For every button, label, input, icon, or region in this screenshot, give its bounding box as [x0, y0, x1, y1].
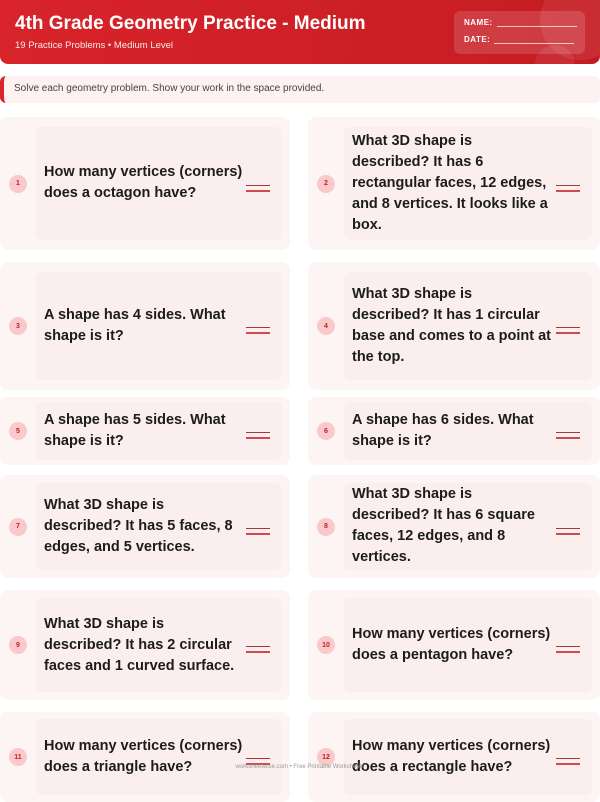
answer-blank[interactable]: [246, 327, 270, 334]
worksheet-header: [0, 0, 600, 64]
question-box: [344, 272, 592, 381]
name-label: NAME:: [464, 18, 493, 27]
question-text: How many vertices (corners) does a octagon have?: [44, 164, 243, 202]
answer-blank[interactable]: [246, 646, 270, 653]
problem-card: [0, 712, 290, 802]
question-box: [344, 127, 592, 240]
question-text: What 3D shape is described? It has 5 faces, 8 edges, and 5 vertices.: [44, 496, 233, 555]
instructions: Solve each geometry problem. Show your work in the space provided.: [0, 76, 600, 103]
answer-blank[interactable]: [246, 432, 270, 439]
problem-number: 6: [317, 422, 335, 440]
answer-blank[interactable]: [246, 185, 270, 192]
problem-card: [308, 475, 600, 578]
question-text: A shape has 5 sides. What shape is it?: [44, 411, 226, 449]
problem-number: 5: [9, 422, 27, 440]
problem-number: 11: [9, 748, 27, 766]
question-box: [36, 402, 282, 460]
problem-card: [0, 262, 290, 390]
name-field[interactable]: [497, 19, 577, 27]
date-label: DATE:: [464, 35, 491, 44]
problem-card: [0, 475, 290, 578]
problem-card: [308, 712, 600, 802]
question-text: What 3D shape is described? It has 2 circular faces and 1 curved surface.: [44, 615, 235, 674]
page-title: 4th Grade Geometry Practice - Medium: [15, 13, 366, 34]
problem-card: [308, 117, 600, 250]
question-text: What 3D shape is described? It has 6 rectangular faces, 12 edges, and 8 vertices. It looks like a box.: [352, 132, 548, 233]
question-text: A shape has 4 sides. What shape is it?: [44, 306, 226, 344]
answer-blank[interactable]: [556, 327, 580, 334]
question-box: [36, 719, 282, 796]
problem-card: [308, 590, 600, 700]
problem-card: [308, 397, 600, 465]
date-field[interactable]: [494, 36, 574, 44]
problem-card: [0, 117, 290, 250]
question-text: How many vertices (corners) does a rectangle have?: [352, 738, 551, 775]
question-box: [344, 402, 592, 460]
problem-card: [0, 397, 290, 465]
question-box: [36, 272, 282, 381]
question-text: A shape has 6 sides. What shape is it?: [352, 411, 534, 449]
question-box: [36, 127, 282, 240]
problem-number: 2: [317, 175, 335, 193]
problem-card: [0, 590, 290, 700]
answer-blank[interactable]: [556, 528, 580, 535]
question-text: How many vertices (corners) does a triangle have?: [44, 738, 243, 775]
problem-number: 7: [9, 518, 27, 536]
answer-blank[interactable]: [556, 185, 580, 192]
problem-number: 3: [9, 317, 27, 335]
problem-number: 8: [317, 518, 335, 536]
question-box: [344, 598, 592, 692]
answer-blank[interactable]: [556, 432, 580, 439]
footer: worksheetwise.com • Free Printable Worksheets: [235, 764, 365, 770]
name-date-box: [454, 11, 585, 54]
answer-blank[interactable]: [556, 646, 580, 653]
question-text: What 3D shape is described? It has 6 square faces, 12 edges, and 8 vertices.: [352, 486, 535, 566]
problem-number: 4: [317, 317, 335, 335]
problem-number: 9: [9, 636, 27, 654]
page-subtitle: 19 Practice Problems • Medium Level: [15, 40, 174, 51]
question-text: What 3D shape is described? It has 1 circular base and comes to a point at the top.: [352, 285, 552, 365]
question-box: [344, 483, 592, 571]
problem-card: [308, 262, 600, 390]
problem-number: 10: [317, 636, 335, 654]
question-box: [36, 598, 282, 692]
question-text: How many vertices (corners) does a pentagon have?: [352, 626, 551, 663]
question-box: [36, 483, 282, 571]
answer-blank[interactable]: [246, 528, 270, 535]
question-box: [344, 719, 592, 796]
problem-number: 12: [317, 748, 335, 766]
problem-number: 1: [9, 175, 27, 193]
